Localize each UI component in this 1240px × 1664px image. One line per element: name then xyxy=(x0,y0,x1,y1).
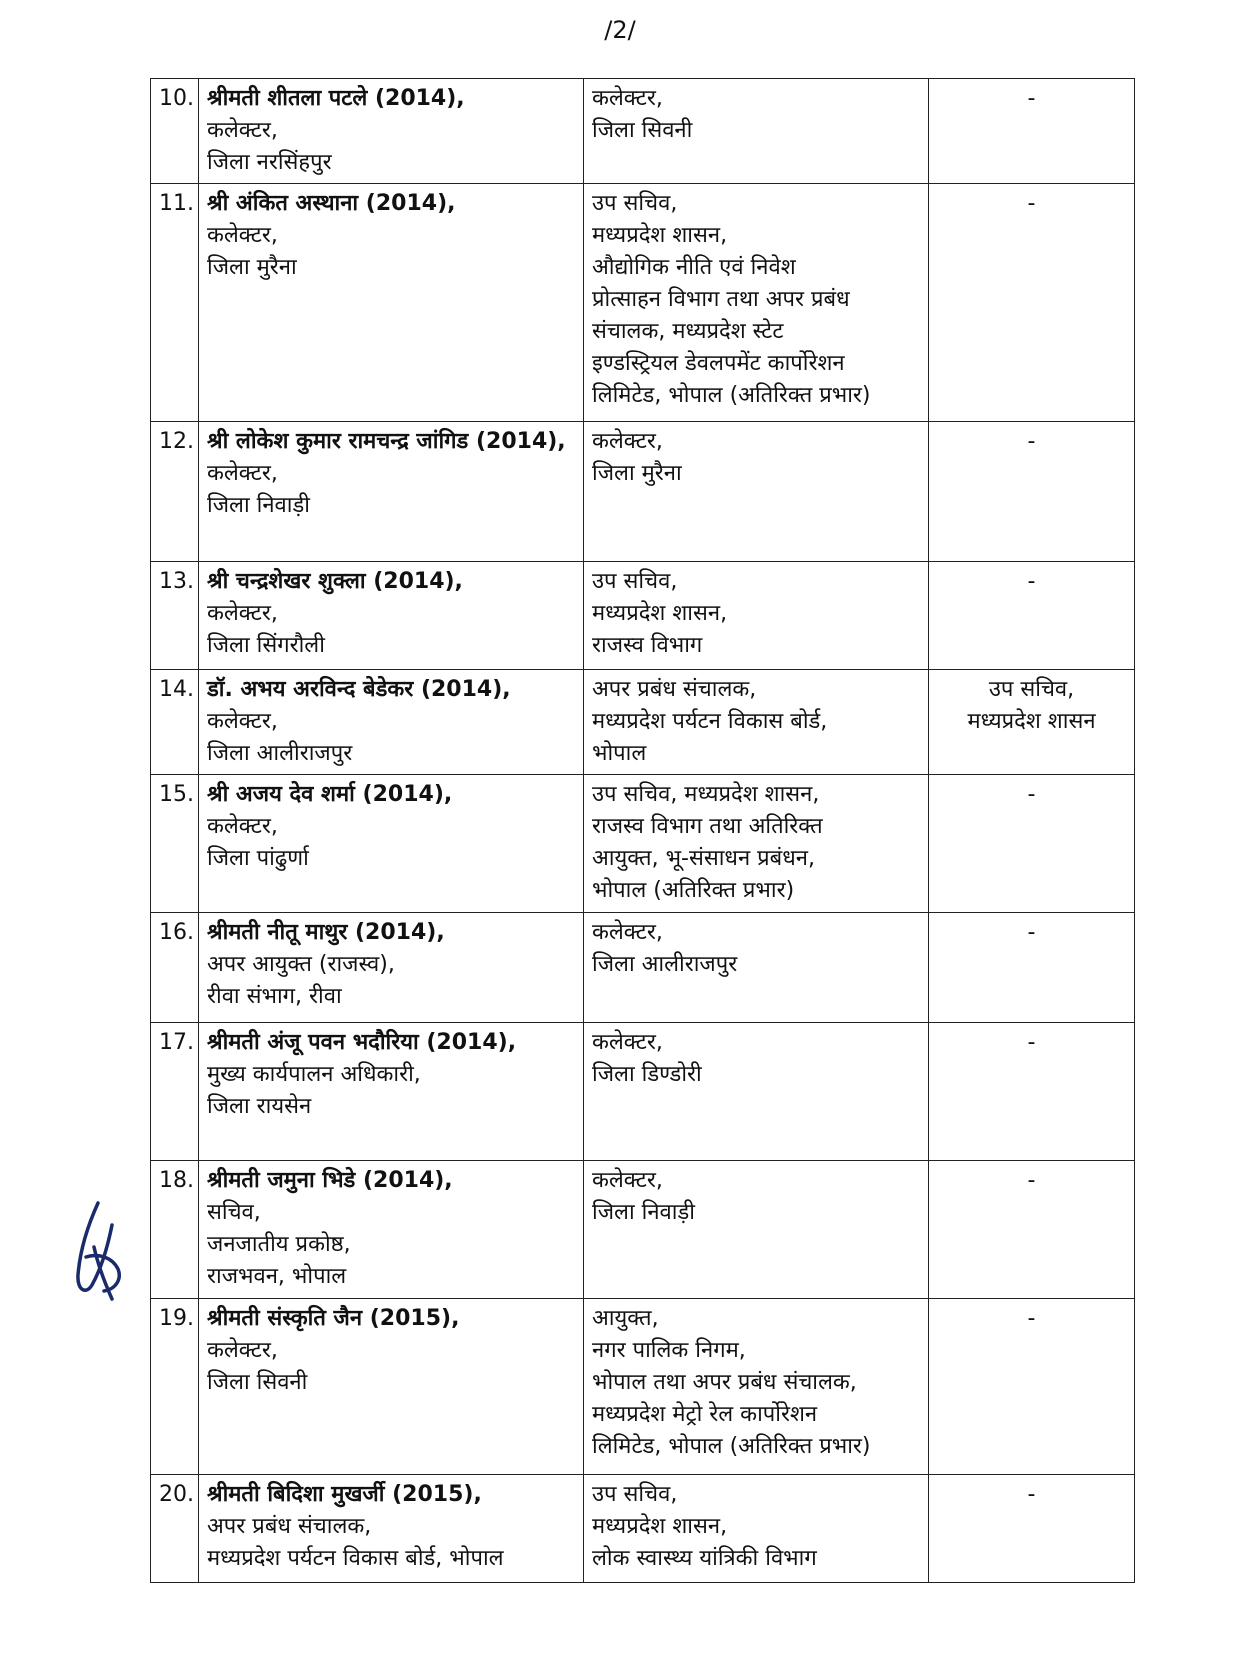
officer-current-post-cell xyxy=(199,1475,584,1583)
current-post-line: कलेक्टर, xyxy=(207,814,278,839)
table-row xyxy=(151,1475,1135,1583)
table-row xyxy=(151,1023,1135,1161)
handwritten-signature xyxy=(68,1195,138,1305)
current-post-line: अपर प्रबंध संचालक, xyxy=(207,1514,372,1539)
new-post-line: राजस्व विभाग तथा अतिरिक्त xyxy=(592,814,823,839)
additional-charge-line: - xyxy=(1027,1306,1036,1331)
current-post-line: जिला निवाड़ी xyxy=(207,493,310,518)
new-post-line: जिला डिण्डोरी xyxy=(592,1062,702,1087)
new-post-cell xyxy=(584,775,929,913)
officer-current-post-cell xyxy=(199,1299,584,1475)
new-post-line: राजस्व विभाग xyxy=(592,633,703,658)
officer-name: श्रीमती शीतला पटले (2014), xyxy=(207,86,465,111)
serial-number: 12. xyxy=(151,422,199,562)
new-post-line: भोपाल तथा अपर प्रबंध संचालक, xyxy=(592,1370,857,1395)
new-post-line: कलेक्टर, xyxy=(592,429,663,454)
current-post-line: जिला सिंगरौली xyxy=(207,633,325,658)
table-row xyxy=(151,913,1135,1023)
current-post-line: अपर आयुक्त (राजस्व), xyxy=(207,952,395,977)
serial-number: 15. xyxy=(151,775,199,913)
additional-charge-line: - xyxy=(1027,569,1036,594)
officer-name: श्री अंकित अस्थाना (2014), xyxy=(207,191,456,216)
additional-charge-cell xyxy=(929,1161,1135,1299)
current-post-line: जिला पांढुर्णा xyxy=(207,846,309,871)
new-post-cell xyxy=(584,562,929,670)
table-row xyxy=(151,79,1135,184)
additional-charge-cell xyxy=(929,775,1135,913)
officer-current-post-cell xyxy=(199,562,584,670)
additional-charge-line: - xyxy=(1027,1168,1036,1193)
new-post-cell xyxy=(584,184,929,422)
officer-current-post-cell xyxy=(199,670,584,775)
current-post-line: जिला मुरैना xyxy=(207,255,297,280)
new-post-line: जिला सिवनी xyxy=(592,118,693,143)
new-post-line: संचालक, मध्यप्रदेश स्टेट xyxy=(592,319,784,344)
table-row xyxy=(151,670,1135,775)
current-post-line: सचिव, xyxy=(207,1200,261,1225)
new-post-line: जिला निवाड़ी xyxy=(592,1200,695,1225)
new-post-line: लोक स्वास्थ्य यांत्रिकी विभाग xyxy=(592,1546,817,1571)
new-post-line: उप सचिव, xyxy=(592,569,678,594)
table-row xyxy=(151,562,1135,670)
current-post-line: कलेक्टर, xyxy=(207,601,278,626)
officer-current-post-cell xyxy=(199,775,584,913)
new-post-cell xyxy=(584,913,929,1023)
current-post-line: कलेक्टर, xyxy=(207,709,278,734)
current-post-line: जिला सिवनी xyxy=(207,1370,308,1395)
additional-charge-cell xyxy=(929,670,1135,775)
current-post-line: मुख्य कार्यपालन अधिकारी, xyxy=(207,1062,421,1087)
officer-name: डॉ. अभय अरविन्द बेडेकर (2014), xyxy=(207,677,511,702)
new-post-line: उप सचिव, xyxy=(592,1482,678,1507)
new-post-line: अपर प्रबंध संचालक, xyxy=(592,677,757,702)
current-post-line: कलेक्टर, xyxy=(207,461,278,486)
additional-charge-cell xyxy=(929,1299,1135,1475)
table-row xyxy=(151,1299,1135,1475)
serial-number: 18. xyxy=(151,1161,199,1299)
new-post-line: नगर पालिक निगम, xyxy=(592,1338,746,1363)
new-post-cell xyxy=(584,422,929,562)
new-post-line: प्रोत्साहन विभाग तथा अपर प्रबंध xyxy=(592,287,850,312)
new-post-line: भोपाल xyxy=(592,741,647,766)
new-post-line: इण्डस्ट्रियल डेवलपमेंट कार्पोरेशन xyxy=(592,351,845,376)
serial-number: 13. xyxy=(151,562,199,670)
additional-charge-cell xyxy=(929,1023,1135,1161)
new-post-line: मध्यप्रदेश शासन, xyxy=(592,223,728,248)
current-post-line: कलेक्टर, xyxy=(207,1338,278,1363)
current-post-line: मध्यप्रदेश पर्यटन विकास बोर्ड, भोपाल xyxy=(207,1546,504,1571)
serial-number: 19. xyxy=(151,1299,199,1475)
serial-number: 16. xyxy=(151,913,199,1023)
table-row xyxy=(151,1161,1135,1299)
current-post-line: कलेक्टर, xyxy=(207,223,278,248)
new-post-line: उप सचिव, मध्यप्रदेश शासन, xyxy=(592,782,820,807)
transfer-orders-body xyxy=(151,79,1135,1583)
additional-charge-cell xyxy=(929,562,1135,670)
new-post-cell xyxy=(584,1475,929,1583)
table-row xyxy=(151,184,1135,422)
new-post-line: मध्यप्रदेश शासन, xyxy=(592,1514,728,1539)
serial-number: 17. xyxy=(151,1023,199,1161)
officer-name: श्री लोकेश कुमार रामचन्द्र जांगिड (2014), xyxy=(207,429,566,454)
new-post-cell xyxy=(584,1299,929,1475)
serial-number: 14. xyxy=(151,670,199,775)
current-post-line: कलेक्टर, xyxy=(207,118,278,143)
officer-name: श्री अजय देव शर्मा (2014), xyxy=(207,782,453,807)
officer-name: श्री चन्द्रशेखर शुक्ला (2014), xyxy=(207,569,463,594)
current-post-line: जिला रायसेन xyxy=(207,1094,312,1119)
additional-charge-cell xyxy=(929,422,1135,562)
officer-name: श्रीमती अंजू पवन भदौरिया (2014), xyxy=(207,1030,517,1055)
serial-number: 11. xyxy=(151,184,199,422)
additional-charge-cell xyxy=(929,913,1135,1023)
table-row xyxy=(151,775,1135,913)
new-post-line: मध्यप्रदेश मेट्रो रेल कार्पोरेशन xyxy=(592,1402,818,1427)
transfer-orders-table xyxy=(150,78,1135,1583)
serial-number: 10. xyxy=(151,79,199,184)
new-post-line: मध्यप्रदेश पर्यटन विकास बोर्ड, xyxy=(592,709,828,734)
new-post-line: जिला आलीराजपुर xyxy=(592,952,738,977)
new-post-line: आयुक्त, xyxy=(592,1306,659,1331)
additional-charge-line: - xyxy=(1027,429,1036,454)
new-post-line: मध्यप्रदेश शासन, xyxy=(592,601,728,626)
serial-number: 20. xyxy=(151,1475,199,1583)
new-post-line: भोपाल (अतिरिक्त प्रभार) xyxy=(592,878,795,903)
new-post-line: लिमिटेड, भोपाल (अतिरिक्त प्रभार) xyxy=(592,1434,871,1459)
new-post-cell xyxy=(584,79,929,184)
additional-charge-cell xyxy=(929,79,1135,184)
officer-name: श्रीमती बिदिशा मुखर्जी (2015), xyxy=(207,1482,482,1507)
new-post-cell xyxy=(584,670,929,775)
new-post-line: कलेक्टर, xyxy=(592,920,663,945)
new-post-line: लिमिटेड, भोपाल (अतिरिक्त प्रभार) xyxy=(592,383,871,408)
additional-charge-cell xyxy=(929,184,1135,422)
current-post-line: जनजातीय प्रकोष्ठ, xyxy=(207,1232,351,1257)
current-post-line: जिला नरसिंहपुर xyxy=(207,150,332,175)
additional-charge-line: - xyxy=(1027,86,1036,111)
officer-current-post-cell xyxy=(199,913,584,1023)
officer-name: श्रीमती जमुना भिडे (2014), xyxy=(207,1168,453,1193)
new-post-line: कलेक्टर, xyxy=(592,1030,663,1055)
officer-current-post-cell xyxy=(199,79,584,184)
new-post-line: उप सचिव, xyxy=(592,191,678,216)
new-post-line: औद्योगिक नीति एवं निवेश xyxy=(592,255,796,280)
current-post-line: जिला आलीराजपुर xyxy=(207,741,353,766)
new-post-line: आयुक्त, भू-संसाधन प्रबंधन, xyxy=(592,846,815,871)
officer-current-post-cell xyxy=(199,422,584,562)
officer-name: श्रीमती संस्कृति जैन (2015), xyxy=(207,1306,460,1331)
additional-charge-line: - xyxy=(1027,1482,1036,1507)
additional-charge-line: - xyxy=(1027,920,1036,945)
additional-charge-line: - xyxy=(1027,782,1036,807)
officer-current-post-cell xyxy=(199,1023,584,1161)
additional-charge-line: - xyxy=(1027,1030,1036,1055)
additional-charge-line: उप सचिव, xyxy=(988,677,1075,702)
additional-charge-line: - xyxy=(1027,191,1036,216)
new-post-line: कलेक्टर, xyxy=(592,1168,663,1193)
officer-name: श्रीमती नीतू माथुर (2014), xyxy=(207,920,445,945)
new-post-cell xyxy=(584,1023,929,1161)
current-post-line: राजभवन, भोपाल xyxy=(207,1264,347,1289)
additional-charge-cell xyxy=(929,1475,1135,1583)
table-row xyxy=(151,422,1135,562)
new-post-line: जिला मुरैना xyxy=(592,461,682,486)
current-post-line: रीवा संभाग, रीवा xyxy=(207,984,342,1009)
additional-charge-line: मध्यप्रदेश शासन xyxy=(967,709,1096,734)
new-post-cell xyxy=(584,1161,929,1299)
officer-current-post-cell xyxy=(199,184,584,422)
page-number: /2/ xyxy=(604,16,636,44)
new-post-line: कलेक्टर, xyxy=(592,86,663,111)
officer-current-post-cell xyxy=(199,1161,584,1299)
